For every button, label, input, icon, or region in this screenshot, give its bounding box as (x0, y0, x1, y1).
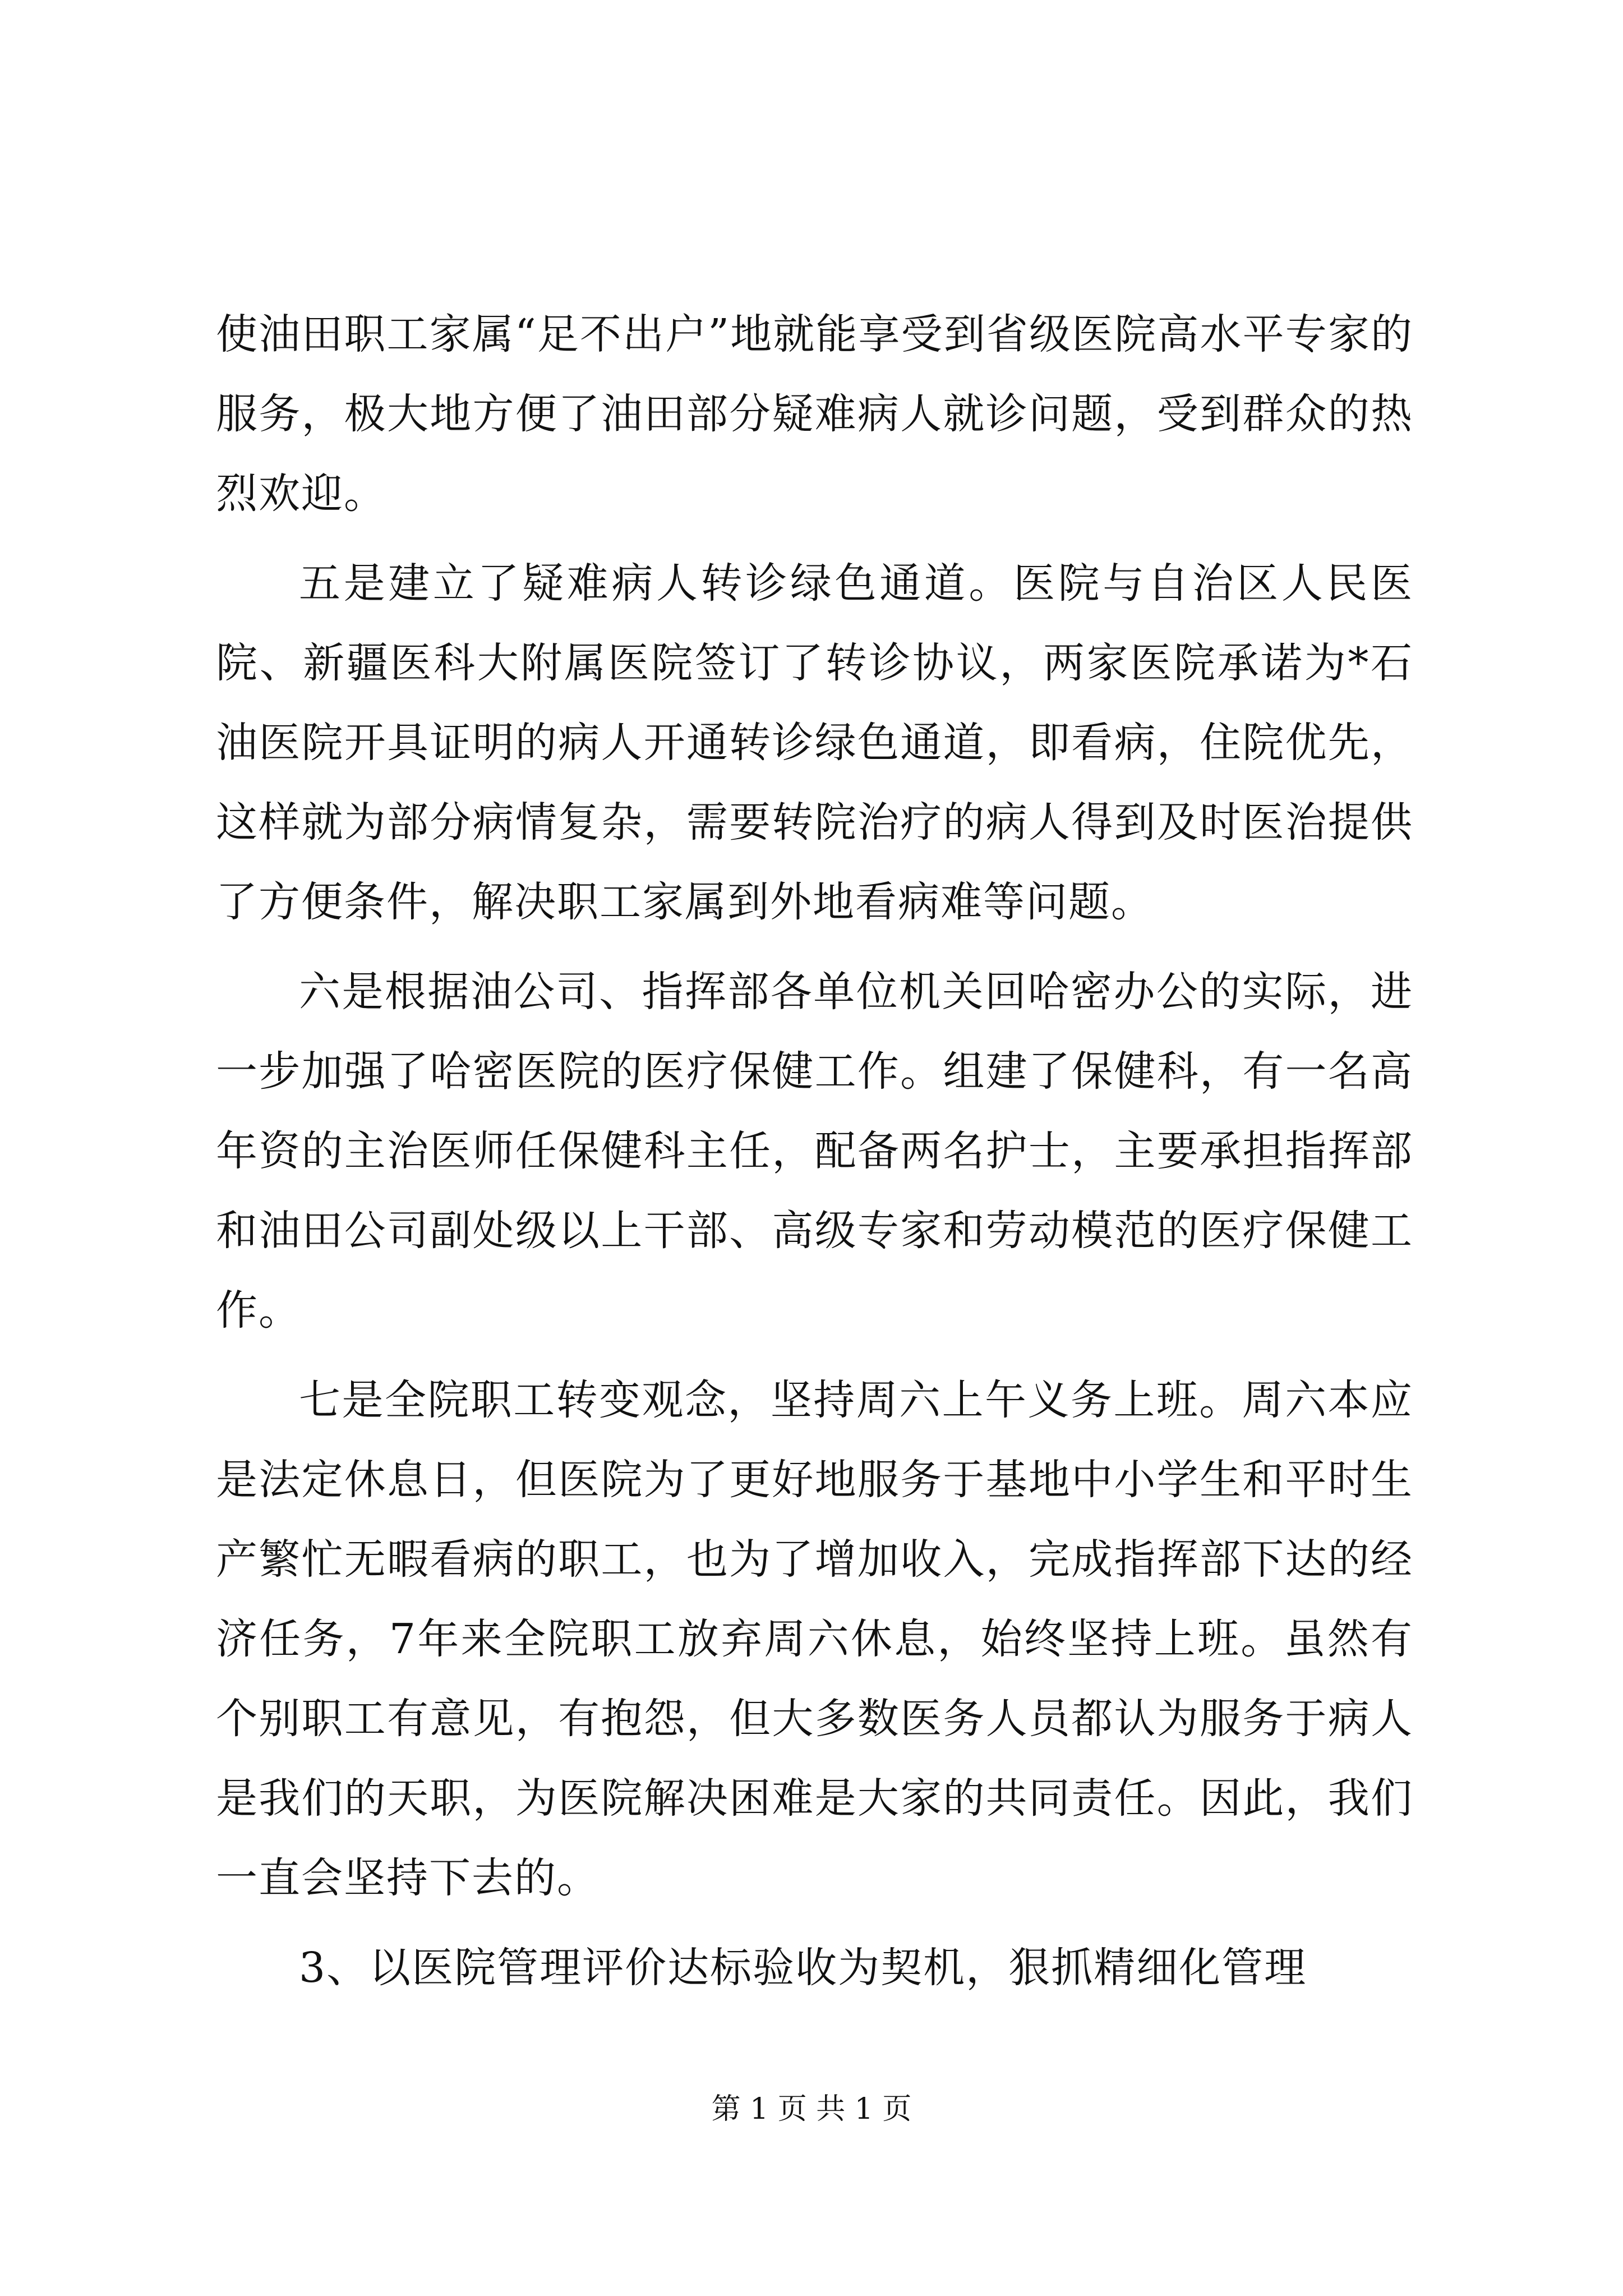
paragraph-item-six: 六是根据油公司、指挥部各单位机关回哈密办公的实际，进一步加强了哈密医院的医疗保健工作。组建了保健科，有一名高年资的主治医师任保健科主任，配备两名护士，主要承担指挥部和油田公司副处级以上干部、高级专家和劳动模范的医疗保健工作。 (216, 968, 1413, 1335)
page-footer: 第 1 页 共 1 页 (711, 2092, 912, 2126)
paragraph-item-seven: 七是全院职工转变观念，坚持周六上午义务上班。周六本应是法定休息日，但医院为了更好地服务于基地中小学生和平时生产繁忙无暇看病的职工，也为了增加收入，完成指挥部下达的经济任务，7年来全院职工放弃周六休息，始终坚持上班。虽然有个别职工有意见，有抱怨，但大多数医务人员都认为服务于病人是我们的天职，为医院解决困难是大家的共同责任。因此，我们一直会坚持下去的。 (216, 1376, 1413, 1902)
paragraph-continuation: 使油田职工家属“足不出户”地就能享受到省级医院高水平专家的服务，极大地方便了油田部分疑难病人就诊问题，受到群众的热烈欢迎。 (216, 310, 1413, 518)
section-heading: 3、以医院管理评价达标验收为契机，狠抓精细化管理 (299, 1944, 1307, 1992)
document-body (216, 295, 1413, 2018)
paragraph-item-five: 五是建立了疑难病人转诊绿色通道。医院与自治区人民医院、新疆医科大附属医院签订了转诊协议，两家医院承诺为*石油医院开具证明的病人开通转诊绿色通道，即看病，住院优先，这样就为部分病情复杂，需要转院治疗的病人得到及时医治提供了方便条件，解决职工家属到外地看病难等问题。 (216, 559, 1413, 926)
